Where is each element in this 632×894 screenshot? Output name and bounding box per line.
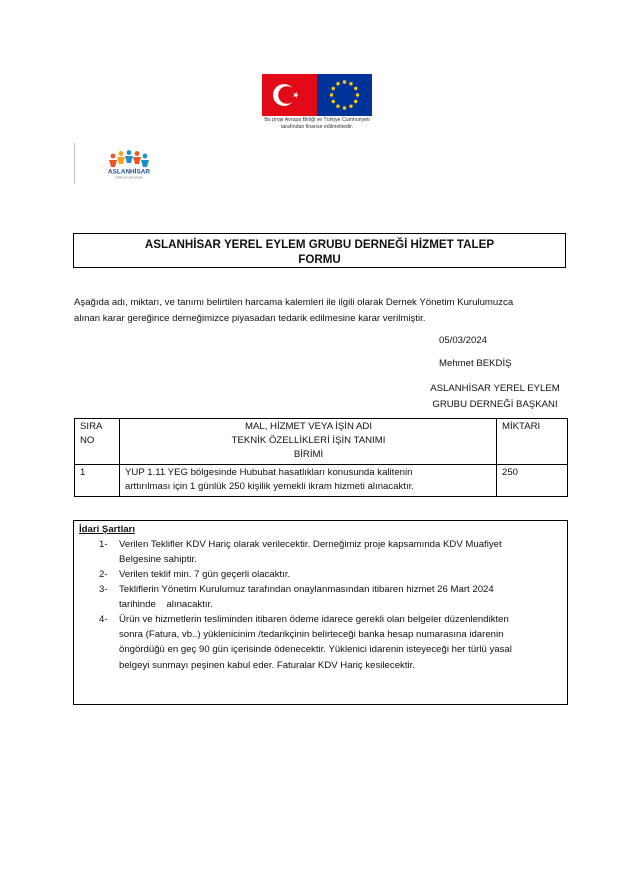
form-title-line: FORMU (298, 253, 341, 266)
form-title (73, 233, 566, 268)
eu-star-icon (349, 82, 352, 85)
logo-name: ASLANHİSAR (108, 168, 150, 176)
logo-sub: YEREL EYLEM GRUBU (114, 176, 144, 180)
eu-star-icon (332, 87, 335, 90)
signer-title-line: GRUBU DERNEĞİ BAŞKANI (432, 398, 558, 410)
eu-star-icon (356, 93, 359, 96)
request-table (74, 418, 568, 497)
eu-star-icon (354, 100, 357, 103)
intro-paragraph (74, 295, 569, 326)
date: 05/03/2024 (439, 335, 488, 346)
eu-star-icon (343, 106, 346, 109)
conditions-box (73, 520, 568, 705)
condition-line: tarihinde alınacaktır. (119, 599, 213, 611)
funding-note-line: Bu proje Avrupa Birliği ve Türkiye Cumhuriyeti (264, 117, 370, 123)
signer-title-line: ASLANHİSAR YEREL EYLEM (430, 383, 560, 394)
divider (74, 143, 75, 184)
row-description-line: YUP 1.11 YEG bölgesinde Hububat hasatlıkları konusunda kalitenin (125, 467, 413, 478)
header-text: SIRA (80, 421, 103, 432)
table-header-row (75, 419, 568, 465)
intro-line: Aşağıda adı, miktarı, ve tanımı belirtilen harcama kalemleri ile ilgili olarak Dernek Yönetim Kurulumuzca (74, 297, 514, 308)
header-text: MİKTARI (502, 421, 541, 432)
condition-number: 3- (99, 584, 108, 595)
condition-line: belgeyi sunmayı peşinen kabul eder. Faturalar KDV Hariç kesilecektir. (119, 659, 415, 671)
condition-number: 1- (99, 539, 108, 550)
header-text: TEKNİK ÖZELLİKLERİ İŞİN TANIMI (231, 435, 386, 446)
intro-line: alınan karar gereğince derneğimizce piyasadan tedarik edilmesine karar verilmiştir. (74, 312, 426, 324)
condition-line: Belgesine sahiptir. (119, 554, 197, 566)
condition-line: öngördüğü en geç 90 gün içerisinde ödenecektir. Yüklenici idarenin isteyeceği her türlü yasal (119, 644, 512, 656)
header-text: BİRİMİ (293, 449, 324, 460)
condition-number: 4- (99, 614, 108, 625)
header-text: MAL, HİZMET VEYA İŞİN ADI (244, 421, 373, 432)
flags-logo (262, 74, 372, 116)
header-text: NO (80, 435, 95, 446)
conditions-title: İdari Şartları (79, 524, 135, 535)
eu-star-icon (349, 105, 352, 108)
funding-note (255, 117, 379, 130)
eu-star-icon (336, 105, 339, 108)
people-icon (109, 150, 149, 167)
form-title-line: ASLANHİSAR YEREL EYLEM GRUBU DERNEĞİ HİZMET TALEP (144, 238, 495, 251)
row-description-line: arttırılması için 1 günlük 250 kişilik yemekli ikram hizmeti alınacaktır. (125, 481, 414, 492)
eu-star-icon (330, 93, 333, 96)
funding-note-line: tarafından finanse edilmektedir. (280, 123, 354, 130)
condition-line: Verilen teklif min. 7 gün geçerli olacaktır. (119, 569, 291, 580)
eu-star-icon (343, 80, 346, 83)
condition-line: Verilen Teklifler KDV Hariç olarak verilecektir. Derneğimiz proje kapsamında KDV Muafiyet (119, 539, 502, 550)
condition-line: Tekliflerin Yönetim Kurulumuz tarafından onaylanmasından itibaren hizmet 26 Mart 2024 (119, 584, 494, 595)
row-description (120, 465, 497, 497)
condition-number: 2- (99, 569, 108, 580)
signer-name: Mehmet BEKDİŞ (439, 358, 512, 369)
table-row (75, 465, 568, 497)
eu-star-icon (336, 82, 339, 85)
condition-line: sonra (Fatura, vb..) yüklenicinim /tedarikçinin belirteceği banka hesap numarasına idarenin (119, 629, 504, 641)
eu-star-icon (332, 100, 335, 103)
aslanhisar-logo (103, 148, 155, 180)
header-description (120, 419, 497, 465)
header-quantity (497, 419, 568, 465)
row-quantity: 250 (497, 465, 568, 497)
eu-star-icon (354, 87, 357, 90)
header-sira-no (75, 419, 120, 465)
row-no: 1 (75, 465, 120, 497)
condition-line: Ürün ve hizmetlerin tesliminden itibaren ödeme idarece gerekli olan belgeler düzenlendikten (119, 614, 509, 625)
signer-title (420, 381, 570, 412)
